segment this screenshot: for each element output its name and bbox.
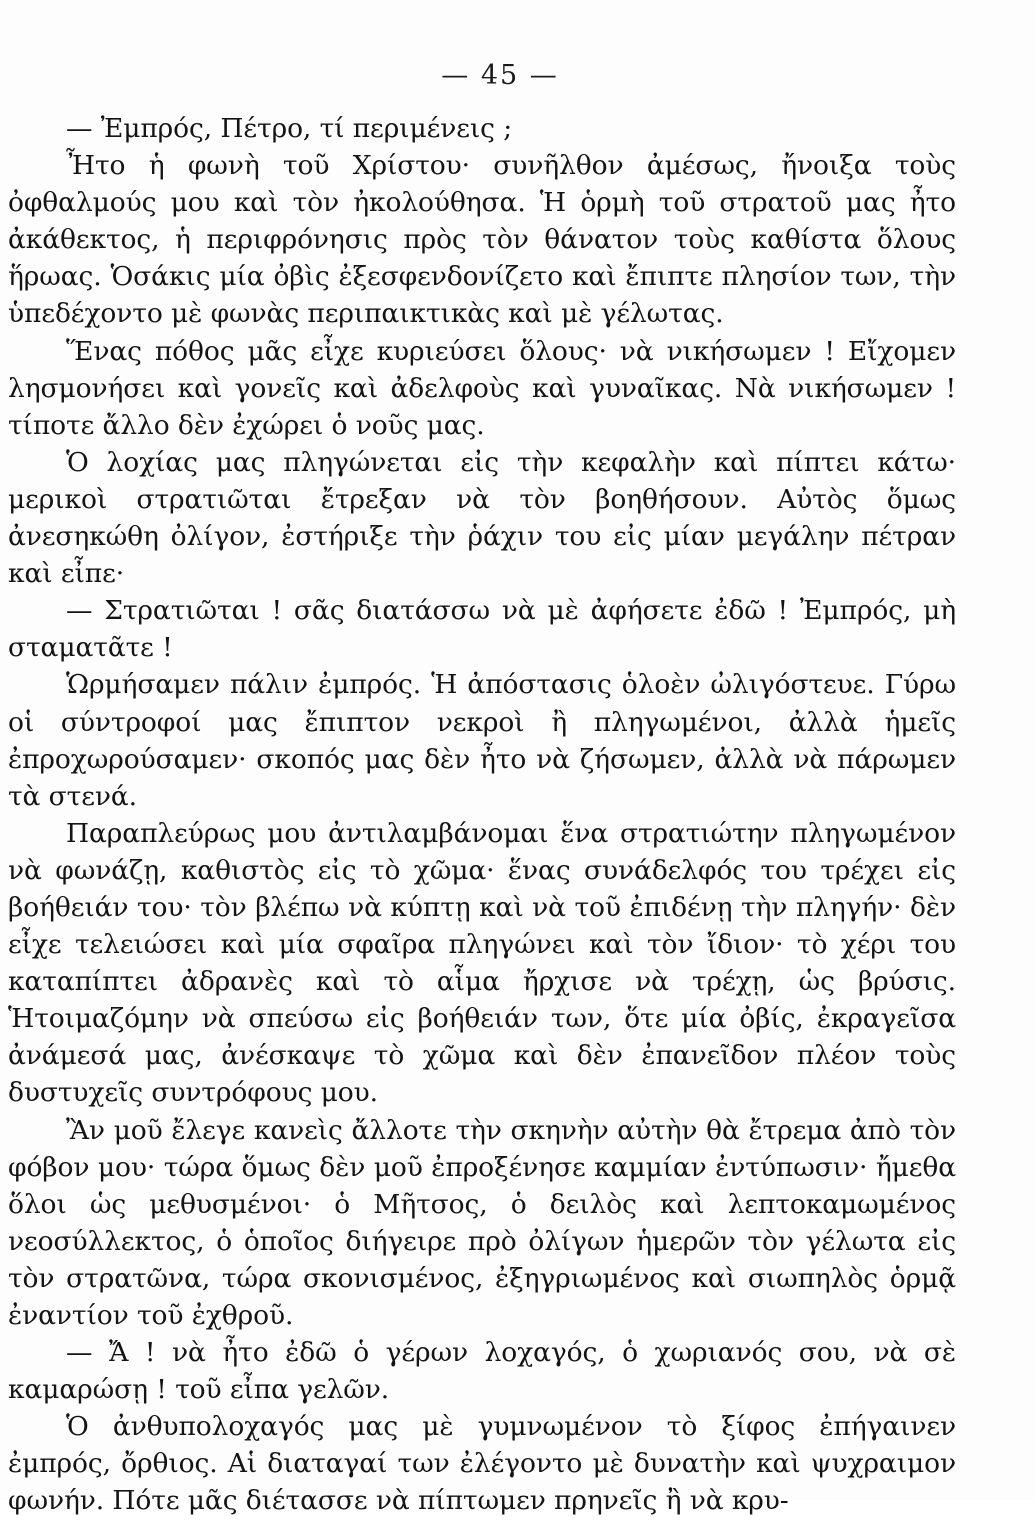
page-number: — 45 — xyxy=(441,60,559,91)
paragraph: Ἂν μοῦ ἔλεγε κανεὶς ἄλλοτε τὴν σκηνὴν αὐτὴν θὰ ἔτρεμα ἀπὸ τὸν φόβον μου· τώρα ὅμως δὲν μοῦ ἐπροξένησε καμμίαν ἐντύπωσιν· ἤμεθα ὅλοι ὡς μεθυσμένοι· ὁ Μῆτσος, ὁ δειλὸς καὶ λεπτοκαμωμένος νεοσύλλεκτος, ὁ ὁποῖος διήγειρε πρὸ ὀλίγων ἡμερῶν τὸν γέλωτα εἰς τὸν στρατῶνα, τώρα σκονισμένος, ἐξηγριωμένος καὶ σιωπηλὸς ὁρμᾷ ἐναντίον τοῦ ἐχθροῦ. xyxy=(8,1114,956,1331)
paragraph: Ἕνας πόθος μᾶς εἶχε κυριεύσει ὅλους· νὰ νικήσωμεν ! Εἴχομεν λησμονήσει καὶ γονεῖς καὶ ἀδελφοὺς καὶ γυναῖκας. Νὰ νικήσωμεν ! τίποτε ἄλλο δὲν ἐχώρει ὁ νοῦς μας. xyxy=(8,335,956,441)
paragraph: — Ἄ ! νὰ ἦτο ἐδῶ ὁ γέρων λοχαγός, ὁ χωριανός σου, νὰ σὲ καμαρώσῃ ! τοῦ εἶπα γελῶν. xyxy=(8,1337,956,1406)
paragraph: — Στρατιῶται ! σᾶς διατάσσω νὰ μὲ ἀφήσετε ἐδῶ ! Ἐμπρός, μὴ σταματᾶτε ! xyxy=(8,595,956,664)
paragraph: Ὁ λοχίας μας πληγώνεται εἰς τὴν κεφαλὴν καὶ πίπτει κάτω· μερικοὶ στρατιῶται ἔτρεξαν νὰ τὸν βοηθήσουν. Αὐτὸς ὅμως ἀνεσηκώθη ὀλίγον, ἐστήριξε τὴν ῥάχιν του εἰς μίαν μεγάλην πέτραν καὶ εἶπε· xyxy=(8,446,956,590)
paragraph: Παραπλεύρως μου ἀντιλαμβάνομαι ἕνα στρατιώτην πληγωμένον νὰ φωνάζῃ, καθιστὸς εἰς τὸ χῶμα· ἕνας συνάδελφός του τρέχει εἰς βοήθειάν του· τὸν βλέπω νὰ κύπτῃ καὶ νὰ τοῦ ἐπιδένῃ τὴν πληγήν· δὲν εἶχε τελειώσει καὶ μία σφαῖρα πληγώνει καὶ τὸν ἴδιον· τὸ χέρι του καταπίπτει ἀδρανὲς καὶ τὸ αἷμα ἤρχισε νὰ τρέχῃ, ὡς βρύσις. Ἡτοιμαζόμην νὰ σπεύσω εἰς βοήθειάν των, ὅτε μία ὀβίς, ἐκραγεῖσα ἀνάμεσά μας, ἀνέσκαψε τὸ χῶμα καὶ δὲν ἐπανεῖδον πλέον τοὺς δυστυχεῖς συντρόφους μου. xyxy=(8,817,956,1109)
paragraph: Ὁ ἀνθυπολοχαγός μας μὲ γυμνωμένον τὸ ξίφος ἐπήγαινεν ἐμπρός, ὄρθιος. Αἱ διαταγαί των ἐλέγοντο μὲ δυνατὴν καὶ ψυχραιμον φωνήν. Πότε μᾶς διέτασσε νὰ πίπτωμεν πρηνεῖς ἢ νὰ κρυ- xyxy=(8,1411,956,1517)
body-text xyxy=(8,110,956,1520)
paragraph: Ἦτο ἡ φωνὴ τοῦ Χρίστου· συνῆλθον ἀμέσως, ἤνοιξα τοὺς ὀφθαλμούς μου καὶ τὸν ἠκολούθησα. Ἡ ὁρμὴ τοῦ στρατοῦ μας ἦτο ἀκάθεκτος, ἡ περιφρόνησις πρὸς τὸν θάνατον τοὺς καθίστα ὅλους ἥρωας. Ὁσάκις μία ὀβὶς ἐξεσφενδονίζετο καὶ ἔπιπτε πλησίον των, τὴν ὑπεδέχοντο μὲ φωνὰς περιπαικτικὰς καὶ μὲ γέλωτας. xyxy=(8,150,956,330)
paragraph: Ὡρμήσαμεν πάλιν ἐμπρός. Ἡ ἀπόστασις ὁλοὲν ὠλιγόστευε. Γύρω οἱ σύντροφοί μας ἔπιπτον νεκροὶ ἢ πληγωμένοι, ἀλλὰ ἡμεῖς ἐπροχωρούσαμεν· σκοπός μας δὲν ἦτο νὰ ζήσωμεν, ἀλλὰ νὰ πάρωμεν τὰ στενά. xyxy=(8,669,956,812)
paragraph: — Ἐμπρός, Πέτρο, τί περιμένεις ; xyxy=(66,113,513,144)
